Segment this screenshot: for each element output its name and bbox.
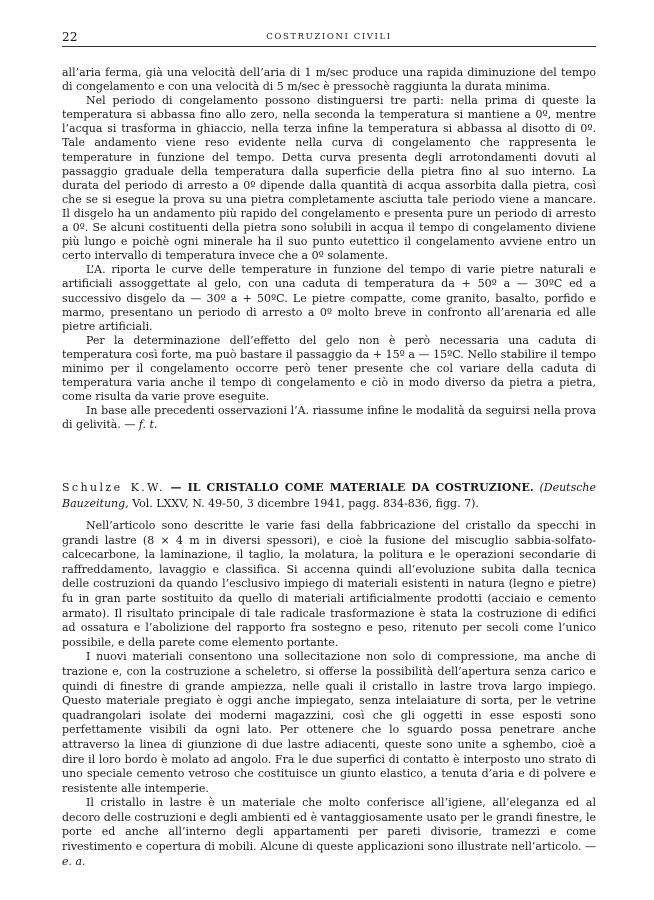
article-citation bbox=[62, 480, 596, 512]
author-initials: — f. t. bbox=[124, 418, 158, 432]
citation-details: Vol. LXXV, N. 49-50, 3 dicembre 1941, pagg. 834-836, figg. 7). bbox=[132, 497, 479, 510]
article-one-body bbox=[62, 66, 596, 432]
running-head: COSTRUZIONI CIVILI bbox=[266, 32, 392, 42]
citation-source: (Deutsche Bauzeitung, bbox=[62, 481, 596, 510]
paragraph: Nel periodo di congelamento possono distinguersi tre parti: nella prima di queste la temperatura si abbassa fino allo zero, nella seconda la temperatura si mantiene a 0º, mentre l’acqua si trasforma in ghiaccio, nella terza infine la temperatura si abbassa al disotto di 0º. Tale andamento viene reso evidente nella curva di congelamento che rappresenta le temperature in funzione del tempo. Detta curva presenta degli arrotondamenti dovuti al passaggio graduale della temperatura dalla superficie della pietra fino al suo interno. La durata del periodo di arresto a 0º dipende dalla quantità di acqua assorbita dalla pietra, così che se si esegue la prova su una pietra completamente asciutta tale periodo viene a mancare. Il disgelo ha un andamento più rapido del congelamento e presenta pure un periodo di arresto a 0º. Se alcuni costituenti della pietra sono solubili in acqua il tempo di congelamento diviene più lungo e poichè ogni minerale ha il suo punto eutettico il congelamento avviene entro un certo intervallo di temperatura invece che a 0º solamente. bbox=[62, 94, 596, 263]
paragraph: I nuovi materiali consentono una sollecitazione non solo di compressione, ma anche di trazione e, con la costruzione a scheletro, si offerse la possibilità dell’apertura senza carico e quindi di finestre di grande ampiezza, nelle quali il cristallo in lastre trova largo impiego. Questo materiale pregiato è oggi anche impiegato, senza intelaiature di sorta, per le vetrine quadrangolari isolate dei moderni magazzini, così che gli oggetti in esse esposti sono perfettamente visibili da ogni lato. Per ottenere che lo sguardo possa penetrare anche attraverso la linea di giunzione di due lastre adiacenti, queste sono unite a sghembo, cioè a dire il loro bordo è molato ad angolo. Fra le due superfici di contatto è interposto uno strato di uno speciale cemento vetroso che costituisce un giunto elastico, a tenuta d’aria e di polvere e resistente alle intemperie. bbox=[62, 650, 596, 795]
paragraph-text: Il cristallo in lastre è un materiale che molto conferisce all’igiene, all’eleganza ed al decoro delle costruzioni e degli ambienti ed è vantaggiosamente usato per le grandi finestre, le porte ed anche all’interno degli appartamenti per pareti divisorie, tramezzi e come rivestimento e copertura di mobili. Alcune di queste applicazioni sono illustrate nell’articolo. bbox=[62, 796, 596, 854]
last-paragraph bbox=[62, 796, 596, 869]
paragraph: Per la determinazione dell’effetto del gelo non è però necessaria una caduta di temperatura così forte, ma può bastare il passaggio da + 15º a — 15ºC. Nello stabilire il tempo minimo per il congelamento occorre però tener presente che col variare della caduta di temperatura varia anche il tempo di congelamento e ciò in modo diverso da pietra a pietra, come risulta da varie prove eseguite. bbox=[62, 333, 596, 404]
citation-title: — IL CRISTALLO COME MATERIALE DA COSTRUZIONE. bbox=[170, 481, 534, 494]
article-two-body bbox=[62, 519, 596, 869]
page-number: 22 bbox=[62, 30, 78, 44]
last-paragraph bbox=[62, 404, 596, 432]
citation-author: Schulze K.W. bbox=[62, 481, 165, 494]
author-initials: — e. a. bbox=[62, 840, 596, 868]
paragraph: Nell’articolo sono descritte le varie fasi della fabbricazione del cristallo da specchi in grandi lastre (8 × 4 m in diversi spessori), e cioè la fusione del miscuglio sabbia-solfato-calcecarbone, la laminazione, il taglio, la molatura, la politura e le operazioni secondarie di raffreddamento, lavaggio e classifica. Si accenna quindi all’evoluzione subita dalla tecnica delle costruzioni da quando l’esclusivo impiego di materiali esistenti in natura (legno e pietre) fu in gran parte sostituito da quello di materiali artificialmente prodotti (acciaio e cemento armato). Il risultato principale di tale radicale trasformazione è stata la costruzione di edifici ad ossatura e l’abolizione del rapporto fra sostegno e peso, ritenuto per secoli come l’unico possibile, e della parete come elemento portante. bbox=[62, 519, 596, 649]
paragraph: all’aria ferma, già una velocità dell’aria di 1 m/sec produce una rapida diminuzione del tempo di congelamento e con una velocità di 5 m/sec è pressochè raggiunta la durata minima. bbox=[62, 66, 596, 94]
page-header bbox=[62, 30, 596, 47]
paragraph-text: In base alle precedenti osservazioni l’A. riassume infine le modalità da seguirsi nella prova di gelività. bbox=[62, 404, 596, 432]
paragraph: L’A. riporta le curve delle temperature in funzione del tempo di varie pietre naturali e artificiali assoggettate al gelo, con una caduta di temperatura da + 50º a — 30ºC ed a successivo disgelo da — 30º a + 50ºC. Le pietre compatte, come granito, basalto, porfido e marmo, presentano un periodo di arresto a 0º molto breve in confronto all’arenaria ed alle pietre artificiali. bbox=[62, 263, 596, 333]
